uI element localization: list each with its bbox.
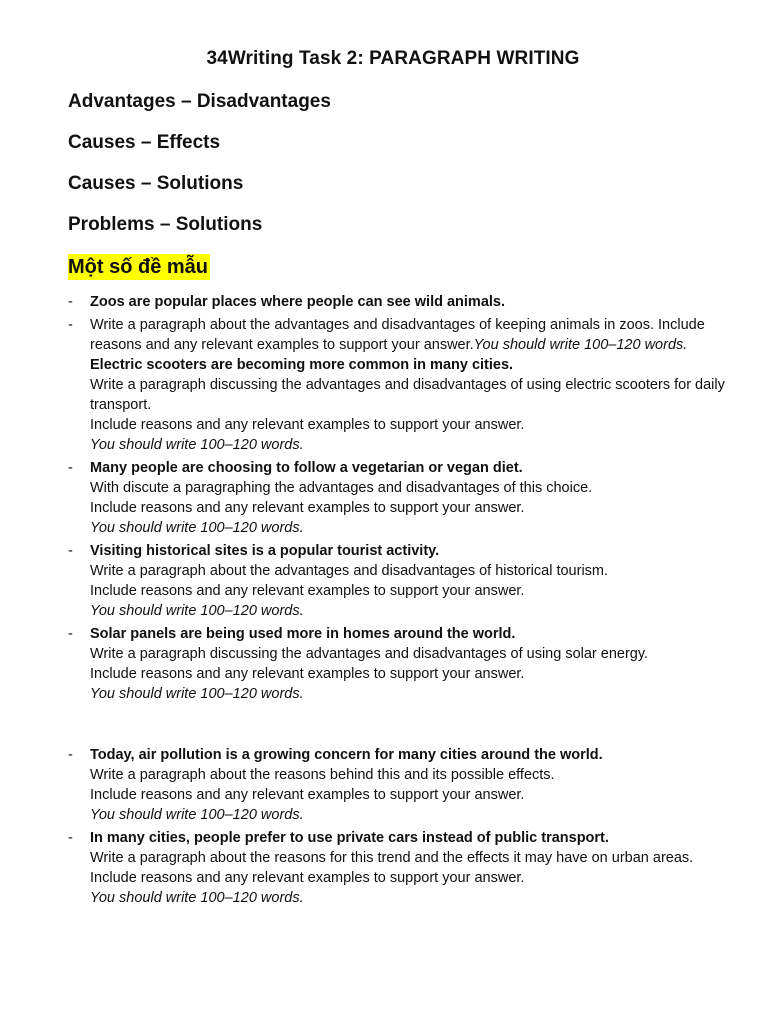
prompt-word-count: You should write 100–120 words. (90, 807, 304, 823)
prompt-topic: - Solar panels are being used more in homes around the world. (90, 626, 516, 642)
prompt-item (68, 745, 728, 825)
prompt-topic: Electric scooters are becoming more common in many cities. (90, 357, 514, 373)
prompt-topic: - In many cities, people prefer to use private cars instead of public transport. (90, 830, 609, 846)
prompt-task: Write a paragraph about the reasons for this trend and the effects it may have on urban areas. (90, 850, 694, 866)
prompt-task: With discute a paragraphing the advantages and disadvantages of this choice. (90, 480, 593, 496)
heading-causes-solutions: Causes – Solutions (68, 173, 244, 194)
prompt-item (68, 315, 728, 455)
prompt-topic: - Many people are choosing to follow a vegetarian or vegan diet. (90, 460, 523, 476)
prompt-reasons: Include reasons and any relevant examples to support your answer. (90, 787, 525, 803)
prompt-topic: - Visiting historical sites is a popular tourist activity. (90, 543, 440, 559)
prompt-reasons: Include reasons and any relevant examples to support your answer. (90, 870, 525, 886)
prompt-reasons: Include reasons and any relevant examples to support your answer. (90, 417, 525, 433)
prompt-task: Write a paragraph discussing the advantages and disadvantages of using electric scooters for daily transport. (90, 377, 725, 413)
section-spacer (68, 707, 728, 745)
sample-topics-heading: Một số đề mẫu (68, 256, 209, 278)
prompt-word-count: You should write 100–120 words. (90, 890, 304, 906)
prompt-item (68, 541, 728, 621)
prompt-item (68, 292, 728, 312)
prompt-item (68, 624, 728, 704)
prompt-word-count: You should write 100–120 words. (90, 520, 304, 536)
prompt-word-count: You should write 100–120 words. (90, 603, 304, 619)
sample-topics-heading-wrap (68, 254, 728, 280)
prompt-list-causes (68, 745, 728, 908)
prompt-list (68, 292, 728, 704)
prompt-task: Write a paragraph about the advantages and disadvantages of historical tourism. (90, 563, 609, 579)
prompt-task: Write a paragraph discussing the advantages and disadvantages of using solar energy. (90, 646, 649, 662)
prompt-task: Write a paragraph about the reasons behind this and its possible effects. (90, 767, 555, 783)
prompt-item (68, 828, 728, 908)
heading-causes-effects: Causes – Effects (68, 132, 221, 153)
prompt-item (68, 458, 728, 538)
prompt-reasons: Include reasons and any relevant examples to support your answer. (90, 666, 525, 682)
prompt-word-count: You should write 100–120 words. (90, 686, 304, 702)
prompt-topic: - Zoos are popular places where people can see wild animals. (90, 294, 506, 310)
prompt-word-count: You should write 100–120 words. (90, 437, 304, 453)
prompt-reasons: Include reasons and any relevant examples to support your answer. (90, 317, 705, 353)
prompt-topic: - Today, air pollution is a growing concern for many cities around the world. (90, 747, 603, 763)
prompt-word-count: You should write 100–120 words. (473, 337, 688, 353)
prompt-reasons: Include reasons and any relevant examples to support your answer. (90, 500, 525, 516)
prompt-reasons: Include reasons and any relevant examples to support your answer. (90, 583, 525, 599)
heading-advantages-disadvantages: Advantages – Disadvantages (68, 91, 331, 112)
prompt-task: Write a paragraph about the advantages and disadvantages of keeping animals in zoos. (90, 317, 654, 333)
heading-problems-solutions: Problems – Solutions (68, 214, 263, 235)
document-title: 34Writing Task 2: PARAGRAPH WRITING (206, 48, 580, 69)
